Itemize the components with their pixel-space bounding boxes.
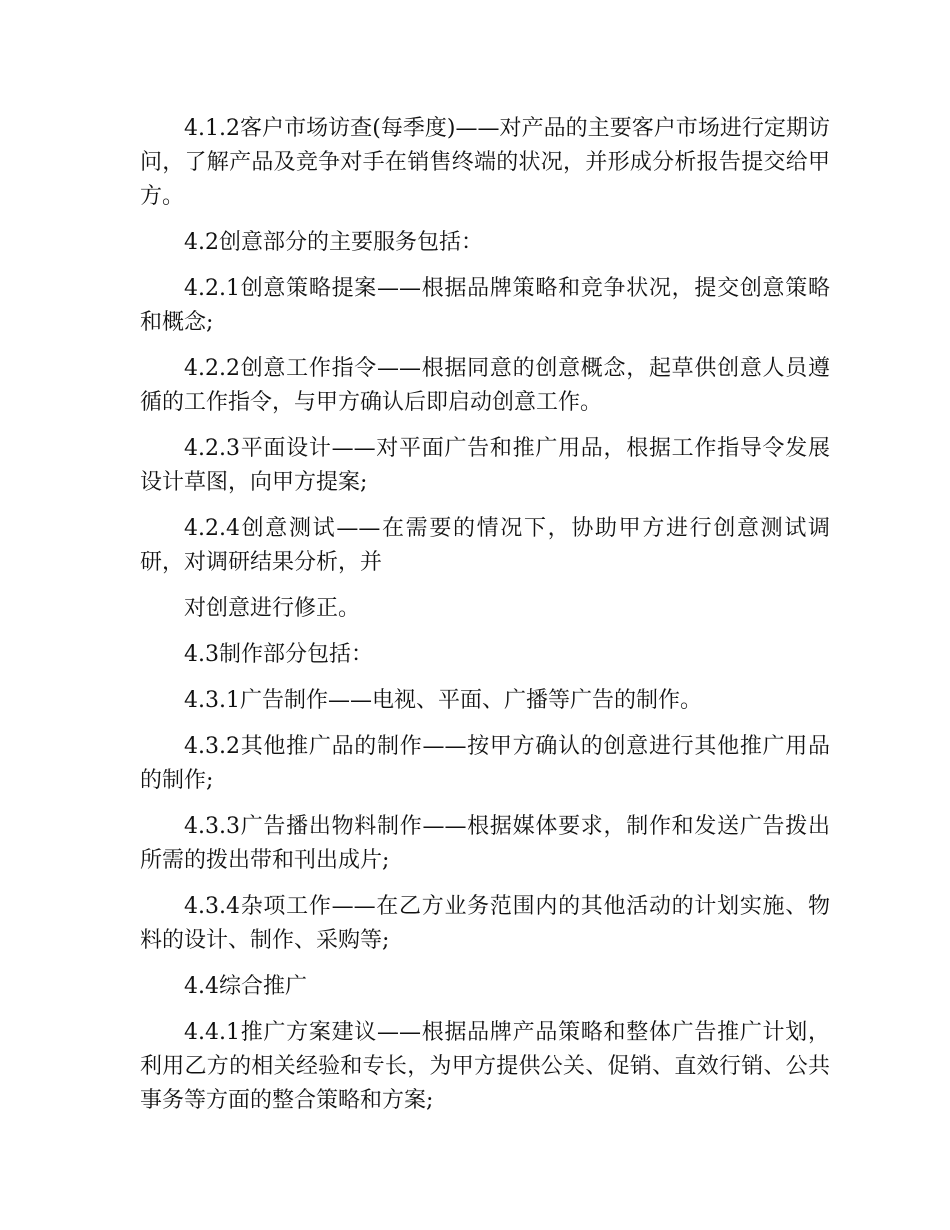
paragraph-4-2-2: 4.2.2创意工作指令——根据同意的创意概念，起草供创意人员遵循的工作指令，与甲方确认后即启动创意工作。 [140,356,830,415]
paragraph-4-2-1: 4.2.1创意策略提案——根据品牌策略和竞争状况，提交创意策略和概念; [140,276,830,335]
paragraph-4-4: 4.4综合推广 [184,974,307,999]
paragraph-4-4-1: 4.4.1推广方案建议——根据品牌产品策略和整体广告推广计划，利用乙方的相关经验和专长，为甲方提供公关、促销、直效行销、公共事务等方面的整合策略和方案; [140,1020,830,1113]
paragraph-4-2-3: 4.2.3平面设计——对平面广告和推广用品，根据工作指导令发展设计草图，向甲方提案; [140,436,830,495]
paragraph-4-3-2: 4.3.2其他推广品的制作——按甲方确认的创意进行其他推广用品的制作; [140,734,830,793]
paragraph-4-2-4-continued: 对创意进行修正。 [184,596,361,621]
paragraph-4-3: 4.3制作部分包括： [184,642,373,667]
paragraph-4-3-4: 4.3.4杂项工作——在乙方业务范围内的其他活动的计划实施、物料的设计、制作、采购等; [140,894,830,953]
paragraph-4-2: 4.2创意部分的主要服务包括： [184,230,483,255]
paragraph-4-3-1: 4.3.1广告制作——电视、平面、广播等广告的制作。 [184,688,702,713]
paragraph-4-2-4: 4.2.4创意测试——在需要的情况下，协助甲方进行创意测试调研，对调研结果分析，并 [140,516,830,575]
paragraph-4-1-2: 4.1.2客户市场访查(每季度)——对产品的主要客户市场进行定期访问，了解产品及竞争对手在销售终端的状况，并形成分析报告提交给甲方。 [140,116,830,209]
document-page [140,112,830,1130]
paragraph-4-3-3: 4.3.3广告播出物料制作——根据媒体要求，制作和发送广告拨出所需的拨出带和刊出成片; [140,814,830,873]
